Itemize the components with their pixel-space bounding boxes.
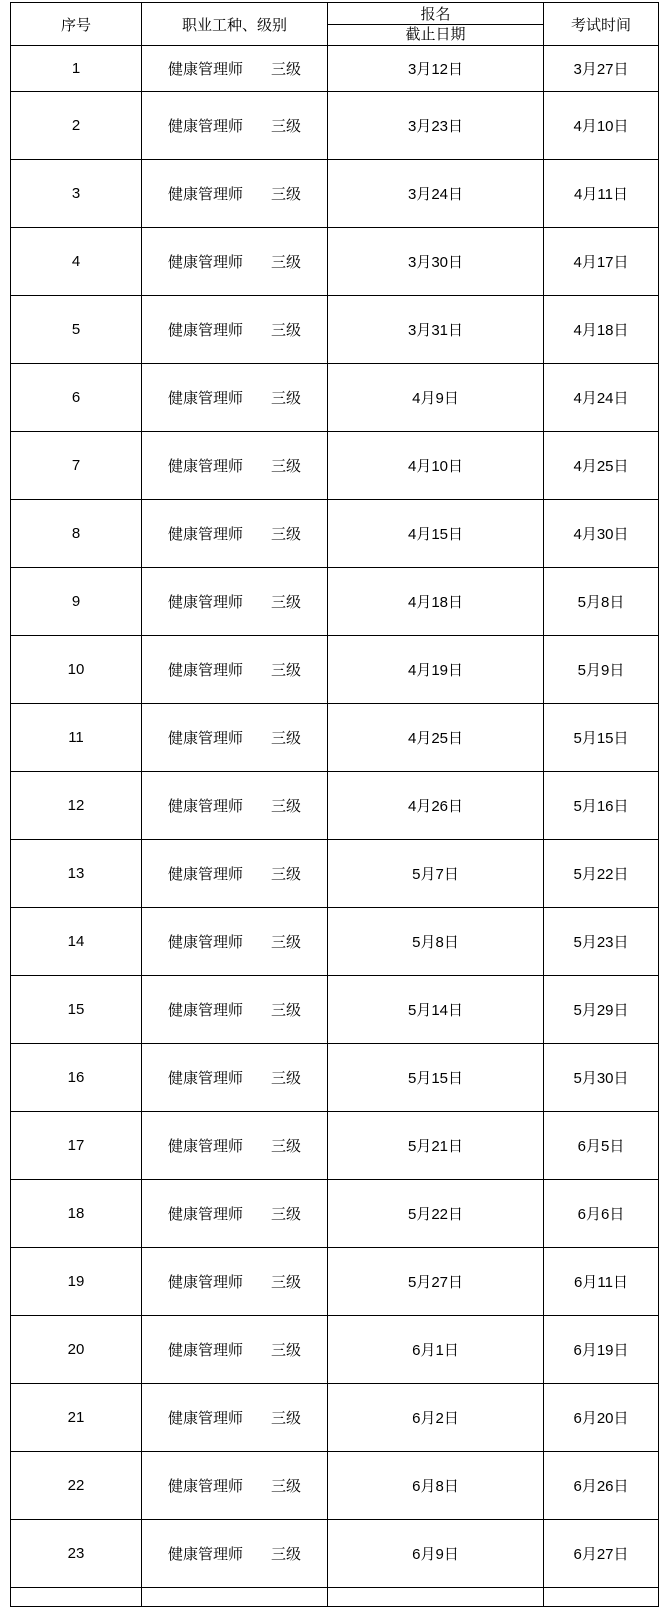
job-name: 健康管理师	[167, 730, 243, 747]
cell-seq: 5	[11, 296, 142, 364]
table-row	[11, 772, 659, 840]
column-header-job: 职业工种、级别	[142, 3, 328, 46]
cell-exam-time: 5月30日	[544, 1044, 659, 1112]
cell-job	[142, 1384, 328, 1452]
job-name: 健康管理师	[167, 526, 243, 543]
cell-exam-time: 4月25日	[544, 432, 659, 500]
cell-job	[142, 1452, 328, 1520]
cell-deadline: 3月30日	[328, 228, 544, 296]
job-name: 健康管理师	[167, 662, 243, 679]
job-level: 三级	[271, 390, 302, 407]
cell-seq: 23	[11, 1520, 142, 1588]
cell-seq: 14	[11, 908, 142, 976]
table-row	[11, 228, 659, 296]
cell-exam-time: 5月23日	[544, 908, 659, 976]
cell-exam-time: 6月5日	[544, 1112, 659, 1180]
cell-job	[142, 1044, 328, 1112]
job-level: 三级	[271, 594, 302, 611]
column-header-deadline-stack	[328, 6, 543, 43]
column-header-deadline-line1: 报名	[328, 6, 543, 25]
cell-job	[142, 296, 328, 364]
job-level: 三级	[271, 1138, 302, 1155]
job-name: 健康管理师	[167, 1342, 243, 1359]
table-row	[11, 704, 659, 772]
job-level: 三级	[271, 458, 302, 475]
cell-seq: 11	[11, 704, 142, 772]
cell-exam-time: 6月26日	[544, 1452, 659, 1520]
cell-exam-time: 4月11日	[544, 160, 659, 228]
cell-deadline: 6月8日	[328, 1452, 544, 1520]
column-header-deadline	[328, 3, 544, 46]
table-row	[11, 1520, 659, 1588]
cell-deadline: 4月9日	[328, 364, 544, 432]
job-name: 健康管理师	[167, 186, 243, 203]
exam-schedule-table	[10, 2, 659, 1607]
job-name: 健康管理师	[167, 322, 243, 339]
job-level: 三级	[271, 118, 302, 135]
job-name: 健康管理师	[167, 934, 243, 951]
cell-deadline: 5月14日	[328, 976, 544, 1044]
job-level: 三级	[271, 1002, 302, 1019]
job-level: 三级	[271, 61, 302, 78]
job-level: 三级	[271, 322, 302, 339]
cell-seq: 20	[11, 1316, 142, 1384]
table-row	[11, 1248, 659, 1316]
cell-exam-time: 3月27日	[544, 46, 659, 92]
job-name: 健康管理师	[167, 458, 243, 475]
table-row	[11, 976, 659, 1044]
table-row	[11, 636, 659, 704]
job-level: 三级	[271, 798, 302, 815]
cell-deadline: 4月18日	[328, 568, 544, 636]
job-name: 健康管理师	[167, 1138, 243, 1155]
job-level: 三级	[271, 866, 302, 883]
cell-deadline: 4月26日	[328, 772, 544, 840]
cell-job	[142, 976, 328, 1044]
cell-job	[142, 704, 328, 772]
cell-seq: 8	[11, 500, 142, 568]
cell-job	[142, 636, 328, 704]
job-level: 三级	[271, 1274, 302, 1291]
job-level: 三级	[271, 934, 302, 951]
cell-job	[142, 1248, 328, 1316]
cell-seq: 10	[11, 636, 142, 704]
cell-exam-time: 6月6日	[544, 1180, 659, 1248]
cell-seq: 15	[11, 976, 142, 1044]
job-name: 健康管理师	[167, 1410, 243, 1427]
cell-job	[142, 908, 328, 976]
job-level: 三级	[271, 730, 302, 747]
cell-seq: 22	[11, 1452, 142, 1520]
exam-schedule-sheet	[10, 0, 654, 1607]
table-row	[11, 92, 659, 160]
cell-seq: 16	[11, 1044, 142, 1112]
cell-seq: 17	[11, 1112, 142, 1180]
job-name: 健康管理师	[167, 390, 243, 407]
cell-seq: 21	[11, 1384, 142, 1452]
table-row	[11, 160, 659, 228]
table-row	[11, 1452, 659, 1520]
cell-seq: 1	[11, 46, 142, 92]
table-row	[11, 840, 659, 908]
cell-deadline: 5月21日	[328, 1112, 544, 1180]
job-level: 三级	[271, 1206, 302, 1223]
table-row	[11, 296, 659, 364]
cell-deadline: 5月15日	[328, 1044, 544, 1112]
cell-exam-time: 4月18日	[544, 296, 659, 364]
cell-seq: 12	[11, 772, 142, 840]
cell-exam-time: 5月29日	[544, 976, 659, 1044]
table-row	[11, 432, 659, 500]
job-level: 三级	[271, 186, 302, 203]
job-name: 健康管理师	[167, 866, 243, 883]
table-row	[11, 1112, 659, 1180]
cell-exam-time: 5月9日	[544, 636, 659, 704]
cell-partial	[142, 1588, 328, 1607]
job-level: 三级	[271, 1478, 302, 1495]
cell-job	[142, 92, 328, 160]
table-row	[11, 568, 659, 636]
cell-exam-time: 4月30日	[544, 500, 659, 568]
cell-deadline: 3月12日	[328, 46, 544, 92]
cell-deadline: 6月1日	[328, 1316, 544, 1384]
cell-exam-time: 5月16日	[544, 772, 659, 840]
cell-job	[142, 364, 328, 432]
cell-exam-time: 5月15日	[544, 704, 659, 772]
job-level: 三级	[271, 1546, 302, 1563]
cell-job	[142, 1180, 328, 1248]
cell-exam-time: 6月20日	[544, 1384, 659, 1452]
cell-seq: 18	[11, 1180, 142, 1248]
table-row	[11, 908, 659, 976]
table-row	[11, 364, 659, 432]
cell-deadline: 6月2日	[328, 1384, 544, 1452]
cell-job	[142, 228, 328, 296]
cell-exam-time: 5月8日	[544, 568, 659, 636]
job-level: 三级	[271, 1342, 302, 1359]
job-level: 三级	[271, 1410, 302, 1427]
cell-seq: 13	[11, 840, 142, 908]
cell-seq: 3	[11, 160, 142, 228]
column-header-deadline-line2: 截止日期	[405, 25, 466, 43]
cell-deadline: 5月8日	[328, 908, 544, 976]
job-name: 健康管理师	[167, 1478, 243, 1495]
cell-seq: 19	[11, 1248, 142, 1316]
cell-job	[142, 1520, 328, 1588]
cell-seq: 4	[11, 228, 142, 296]
table-row	[11, 1180, 659, 1248]
cell-partial	[11, 1588, 142, 1607]
job-name: 健康管理师	[167, 1206, 243, 1223]
cell-job	[142, 160, 328, 228]
cell-job	[142, 1112, 328, 1180]
cell-exam-time: 6月27日	[544, 1520, 659, 1588]
cell-job	[142, 500, 328, 568]
cell-exam-time: 6月11日	[544, 1248, 659, 1316]
job-name: 健康管理师	[167, 1274, 243, 1291]
column-header-seq: 序号	[11, 3, 142, 46]
table-row	[11, 46, 659, 92]
cell-deadline: 6月9日	[328, 1520, 544, 1588]
job-name: 健康管理师	[167, 254, 243, 271]
cell-job	[142, 568, 328, 636]
job-level: 三级	[271, 254, 302, 271]
cell-deadline: 5月27日	[328, 1248, 544, 1316]
cell-deadline: 4月10日	[328, 432, 544, 500]
cell-deadline: 4月19日	[328, 636, 544, 704]
job-name: 健康管理师	[167, 1070, 243, 1087]
cell-job	[142, 1316, 328, 1384]
table-header	[11, 3, 659, 46]
cell-partial	[544, 1588, 659, 1607]
cell-partial	[328, 1588, 544, 1607]
job-name: 健康管理师	[167, 61, 243, 78]
table-row	[11, 1044, 659, 1112]
cell-job	[142, 772, 328, 840]
cell-seq: 7	[11, 432, 142, 500]
cell-deadline: 4月25日	[328, 704, 544, 772]
cell-deadline: 3月31日	[328, 296, 544, 364]
cell-job	[142, 46, 328, 92]
job-level: 三级	[271, 526, 302, 543]
cell-deadline: 4月15日	[328, 500, 544, 568]
table-row	[11, 1316, 659, 1384]
cell-job	[142, 840, 328, 908]
job-name: 健康管理师	[167, 798, 243, 815]
table-row	[11, 1384, 659, 1452]
job-name: 健康管理师	[167, 594, 243, 611]
job-level: 三级	[271, 662, 302, 679]
column-header-exam-time: 考试时间	[544, 3, 659, 46]
cell-exam-time: 4月10日	[544, 92, 659, 160]
cell-seq: 6	[11, 364, 142, 432]
job-level: 三级	[271, 1070, 302, 1087]
cell-seq: 9	[11, 568, 142, 636]
cell-exam-time: 6月19日	[544, 1316, 659, 1384]
table-row-partial	[11, 1588, 659, 1607]
cell-exam-time: 4月17日	[544, 228, 659, 296]
table-row	[11, 500, 659, 568]
table-header-row	[11, 3, 659, 46]
cell-deadline: 3月24日	[328, 160, 544, 228]
cell-deadline: 3月23日	[328, 92, 544, 160]
table-body	[11, 46, 659, 1607]
cell-exam-time: 4月24日	[544, 364, 659, 432]
cell-exam-time: 5月22日	[544, 840, 659, 908]
cell-seq: 2	[11, 92, 142, 160]
cell-job	[142, 432, 328, 500]
job-name: 健康管理师	[167, 118, 243, 135]
job-name: 健康管理师	[167, 1002, 243, 1019]
cell-deadline: 5月22日	[328, 1180, 544, 1248]
cell-deadline: 5月7日	[328, 840, 544, 908]
job-name: 健康管理师	[167, 1546, 243, 1563]
